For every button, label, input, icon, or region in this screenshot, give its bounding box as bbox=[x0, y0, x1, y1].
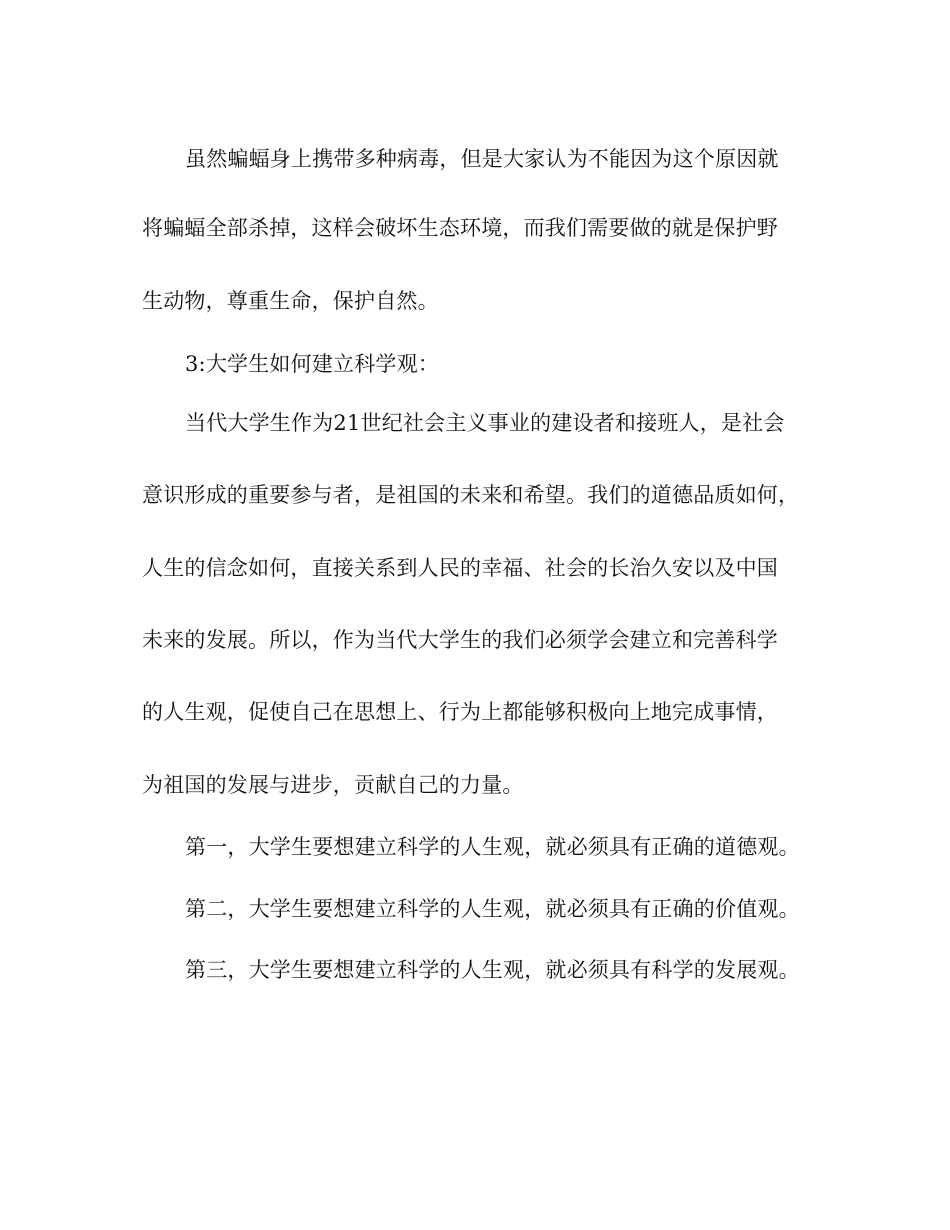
paragraph-line: 第二，大学生要想建立科学的人生观，就必须具有正确的价值观。 bbox=[185, 897, 800, 921]
paragraph-line: 人生的信念如何，直接关系到人民的幸福、社会的长治久安以及中国 bbox=[142, 556, 778, 580]
paragraph-line: 虽然蝙蝠身上携带多种病毒，但是大家认为不能因为这个原因就 bbox=[185, 147, 779, 171]
paragraph-line: 当代大学生作为21世纪社会主义事业的建设者和接班人，是社会 bbox=[185, 411, 785, 435]
paragraph-line: 为祖国的发展与进步，贡献自己的力量。 bbox=[142, 773, 524, 797]
paragraph-line: 将蝙蝠全部杀掉，这样会破坏生态环境，而我们需要做的就是保护野 bbox=[142, 216, 778, 240]
paragraph-line: 第三，大学生要想建立科学的人生观，就必须具有科学的发展观。 bbox=[185, 958, 800, 982]
paragraph-line: 生动物，尊重生命，保护自然。 bbox=[142, 289, 439, 313]
paragraph-line: 第一，大学生要想建立科学的人生观，就必须具有正确的道德观。 bbox=[185, 835, 800, 859]
paragraph-line: 未来的发展。所以，作为当代大学生的我们必须学会建立和完善科学 bbox=[142, 628, 778, 652]
paragraph-line: 意识形成的重要参与者，是祖国的未来和希望。我们的道德品质如何， bbox=[142, 483, 800, 507]
section-heading: 3:大学生如何建立科学观： bbox=[185, 352, 440, 376]
paragraph-line: 的人生观，促使自己在思想上、行为上都能够积极向上地完成事情， bbox=[142, 700, 778, 724]
